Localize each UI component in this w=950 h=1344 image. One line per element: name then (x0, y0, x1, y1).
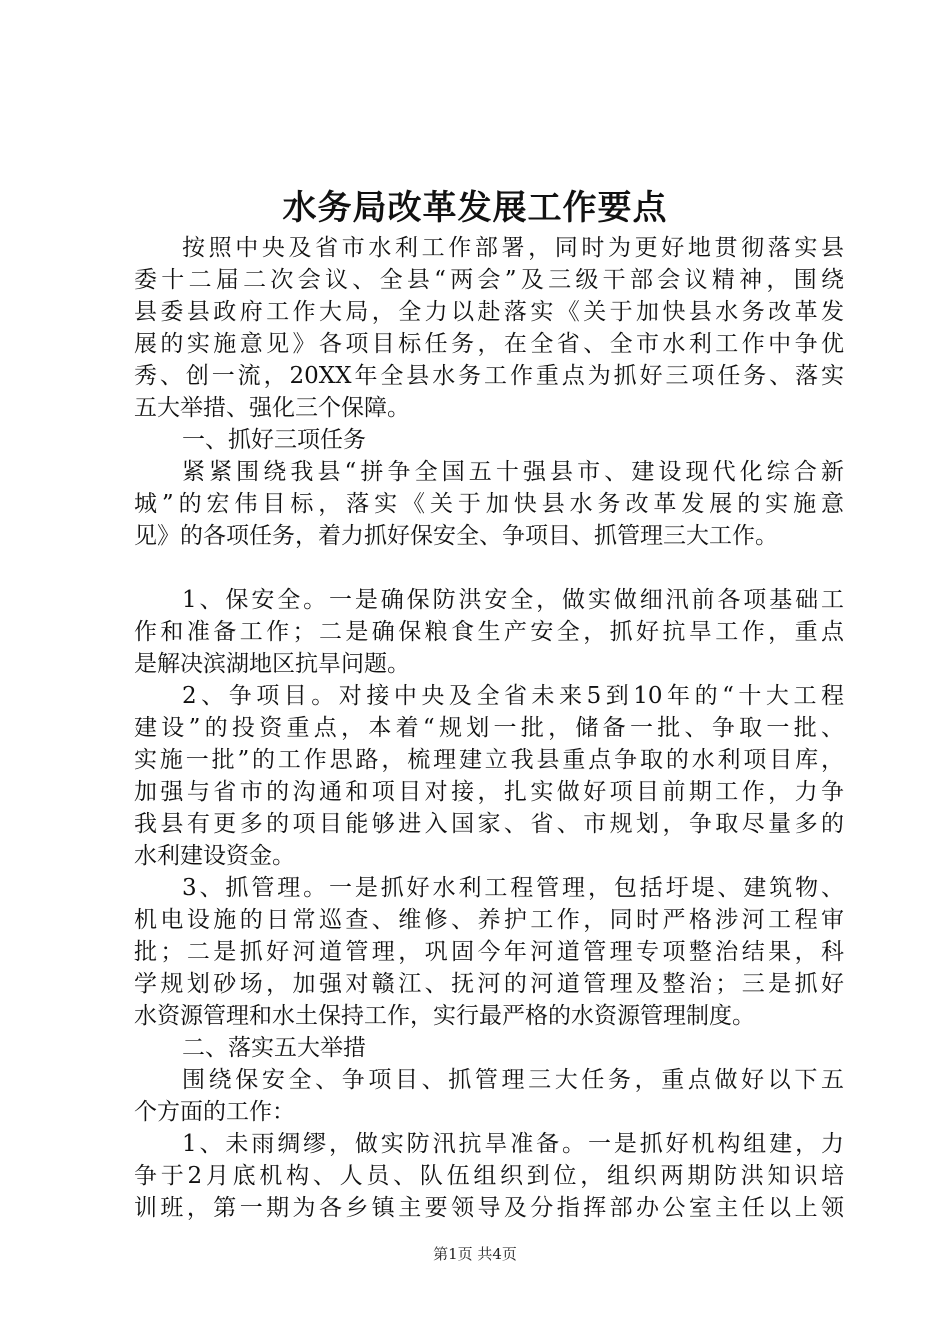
body-line: 机电设施的日常巡查、维修、养护工作，同时严格涉河工程审 (134, 907, 844, 933)
page-footer: 第1页 共4页 (433, 1245, 517, 1263)
body-line: 委十二届二次会议、全县“两会”及三级干部会议精神，围绕 (134, 267, 844, 293)
body-line: 争于2月底机构、人员、队伍组织到位，组织两期防洪知识培 (134, 1163, 844, 1189)
body-line: 个方面的工作： (134, 1099, 295, 1125)
body-line: 按照中央及省市水利工作部署，同时为更好地贯彻落实县 (182, 235, 844, 261)
body-line: 1、未雨绸缪，做实防汛抗旱准备。一是抓好机构组建，力 (182, 1131, 844, 1157)
body-line: 训班，第一期为各乡镇主要领导及分指挥部办公室主任以上领 (134, 1195, 844, 1221)
body-line: 3、抓管理。一是抓好水利工程管理，包括圩堤、建筑物、 (182, 875, 844, 901)
body-line: 紧紧围绕我县“拼争全国五十强县市、建设现代化综合新 (182, 459, 844, 485)
body-line: 加强与省市的沟通和项目对接，扎实做好项目前期工作，力争 (134, 779, 844, 805)
body-line: 见》的各项任务，着力抓好保安全、争项目、抓管理三大工作。 (134, 523, 778, 549)
body-line: 批；二是抓好河道管理，巩固今年河道管理专项整治结果，科 (134, 939, 844, 965)
body-line: 五大举措、强化三个保障。 (134, 395, 410, 421)
body-line: 1、保安全。一是确保防洪安全，做实做细汛前各项基础工 (182, 587, 844, 613)
body-line: 是解决滨湖地区抗旱问题。 (134, 651, 410, 677)
body-line: 水资源管理和水土保持工作，实行最严格的水资源管理制度。 (134, 1003, 755, 1029)
body-line: 城”的宏伟目标，落实《关于加快县水务改革发展的实施意 (134, 491, 844, 517)
body-line: 秀、创一流，20XX年全县水务工作重点为抓好三项任务、落实 (134, 363, 844, 389)
body-line: 我县有更多的项目能够进入国家、省、市规划，争取尽量多的 (134, 811, 844, 837)
body-line: 建设”的投资重点，本着“规划一批，储备一批、争取一批、 (134, 715, 844, 741)
body-line: 围绕保安全、争项目、抓管理三大任务，重点做好以下五 (182, 1067, 844, 1093)
body-line: 一、抓好三项任务 (182, 427, 366, 453)
body-line: 学规划砂场，加强对赣江、抚河的河道管理及整治；三是抓好 (134, 971, 844, 997)
document-title: 水务局改革发展工作要点 (282, 188, 668, 228)
body-line: 实施一批”的工作思路，梳理建立我县重点争取的水利项目库， (134, 747, 844, 773)
body-line: 展的实施意见》各项目标任务，在全省、全市水利工作中争优 (134, 331, 844, 357)
body-line: 县委县政府工作大局，全力以赴落实《关于加快县水务改革发 (134, 299, 844, 325)
body-line: 2、争项目。对接中央及全省未来5到10年的“十大工程 (182, 683, 844, 709)
body-line: 二、落实五大举措 (182, 1035, 366, 1061)
document-body (134, 232, 844, 1224)
body-line: 水利建设资金。 (134, 843, 295, 869)
paragraph-gap (134, 552, 844, 584)
body-line: 作和准备工作；二是确保粮食生产安全，抓好抗旱工作，重点 (134, 619, 844, 645)
